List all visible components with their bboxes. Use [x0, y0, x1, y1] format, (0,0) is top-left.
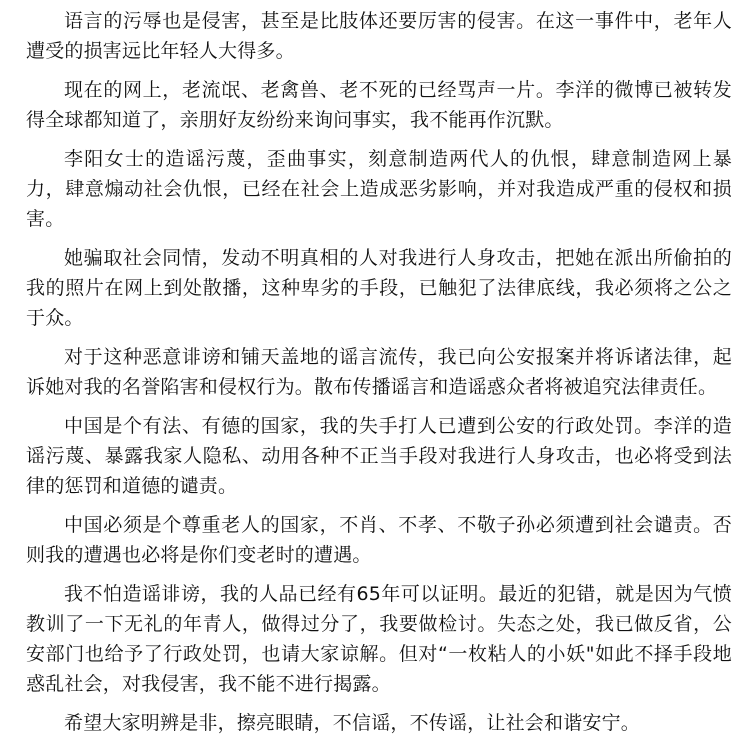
paragraph-6: 中国是个有法、有德的国家，我的失手打人已遭到公安的行政处罚。李洋的造谣污蔑、暴露我家人隐私、动用各种不正当手段对我进行人身攻击，也必将受到法律的惩罚和道德的谴责。 — [26, 415, 732, 497]
paragraph-3: 李阳女士的造谣污蔑，歪曲事实，刻意制造两代人的仇恨，肆意制造网上暴力，肆意煽动社会仇恨，已经在社会上造成恶劣影响，并对我造成严重的侵权和损害。 — [26, 148, 732, 230]
paragraph-7: 中国必须是个尊重老人的国家，不肖、不孝、不敬子孙必须遭到社会谴责。否则我的遭遇也必将是你们变老时的遭遇。 — [26, 514, 732, 566]
paragraph-1: 语言的污辱也是侵害，甚至是比肢体还要厉害的侵害。在这一事件中，老年人遭受的损害远比年轻人大得多。 — [26, 10, 732, 62]
paragraph-2: 现在的网上，老流氓、老禽兽、老不死的已经骂声一片。李洋的微博已被转发得全球都知道了，亲朋好友纷纷来询问事实，我不能再作沉默。 — [26, 79, 732, 131]
paragraph-9: 希望大家明辨是非，擦亮眼睛，不信谣，不传谣，让社会和谐安宁。 — [64, 712, 641, 734]
paragraph-8: 我不怕造谣诽谤，我的人品已经有65年可以证明。最近的犯错，就是因为气愤教训了一下无礼的年青人，做得过分了，我要做检讨。失态之处，我已做反省，公安部门也给予了行政处罚，也请大家谅解。但对“一枚粘人的小妖"如此不择手段地惑乱社会，对我侵害，我不能不进行揭露。 — [26, 583, 732, 695]
paragraph-4: 她骗取社会同情，发动不明真相的人对我进行人身攻击，把她在派出所偷拍的我的照片在网上到处散播，这种卑劣的手段，已触犯了法律底线，我必须将之公之于众。 — [26, 247, 732, 329]
paragraph-5: 对于这种恶意诽谤和铺天盖地的谣言流传，我已向公安报案并将诉诸法律，起诉她对我的名誉陷害和侵权行为。散布传播谣言和造谣惑众者将被追究法律责任。 — [26, 346, 732, 398]
